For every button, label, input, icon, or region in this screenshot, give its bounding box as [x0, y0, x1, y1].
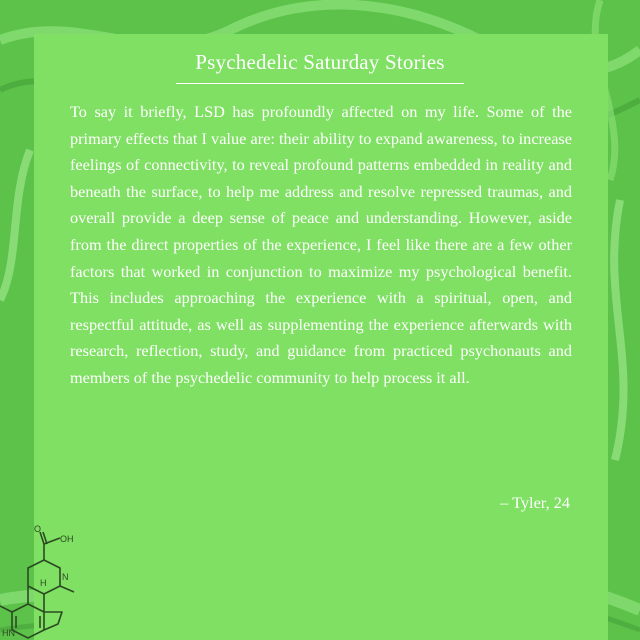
lsd-molecule-icon: [0, 520, 130, 640]
post-title: Psychedelic Saturday Stories: [195, 50, 445, 74]
n-label: N: [62, 572, 69, 582]
story-text: To say it briefly, LSD has profoundly affected on my life. Some of the primary effects that I value are: their ability to expand awareness, to increase feelings of connectivity, to reveal profound patterns embedded in reality and beneath the surface, to help me address and resolve repressed traumas, and overall provide a deep sense of peace and understanding. However, aside from the direct properties of the experience, I feel like there are a few other factors that worked in conjunction to maximize my psychological benefit. This includes approaching the experience with a spiritual, open, and respectful attitude, as well as supplementing the experience afterwards with research, reflection, study, and guidance from practiced psychonauts and members of the psychedelic community to help process it all.: [70, 102, 572, 387]
author-signature: – Tyler, 24: [500, 493, 570, 512]
h-label: H: [40, 578, 47, 588]
title-underline: [176, 83, 464, 84]
hn-label: HN: [2, 628, 15, 638]
o-label: O: [34, 524, 42, 534]
oh-label: OH: [60, 534, 74, 544]
